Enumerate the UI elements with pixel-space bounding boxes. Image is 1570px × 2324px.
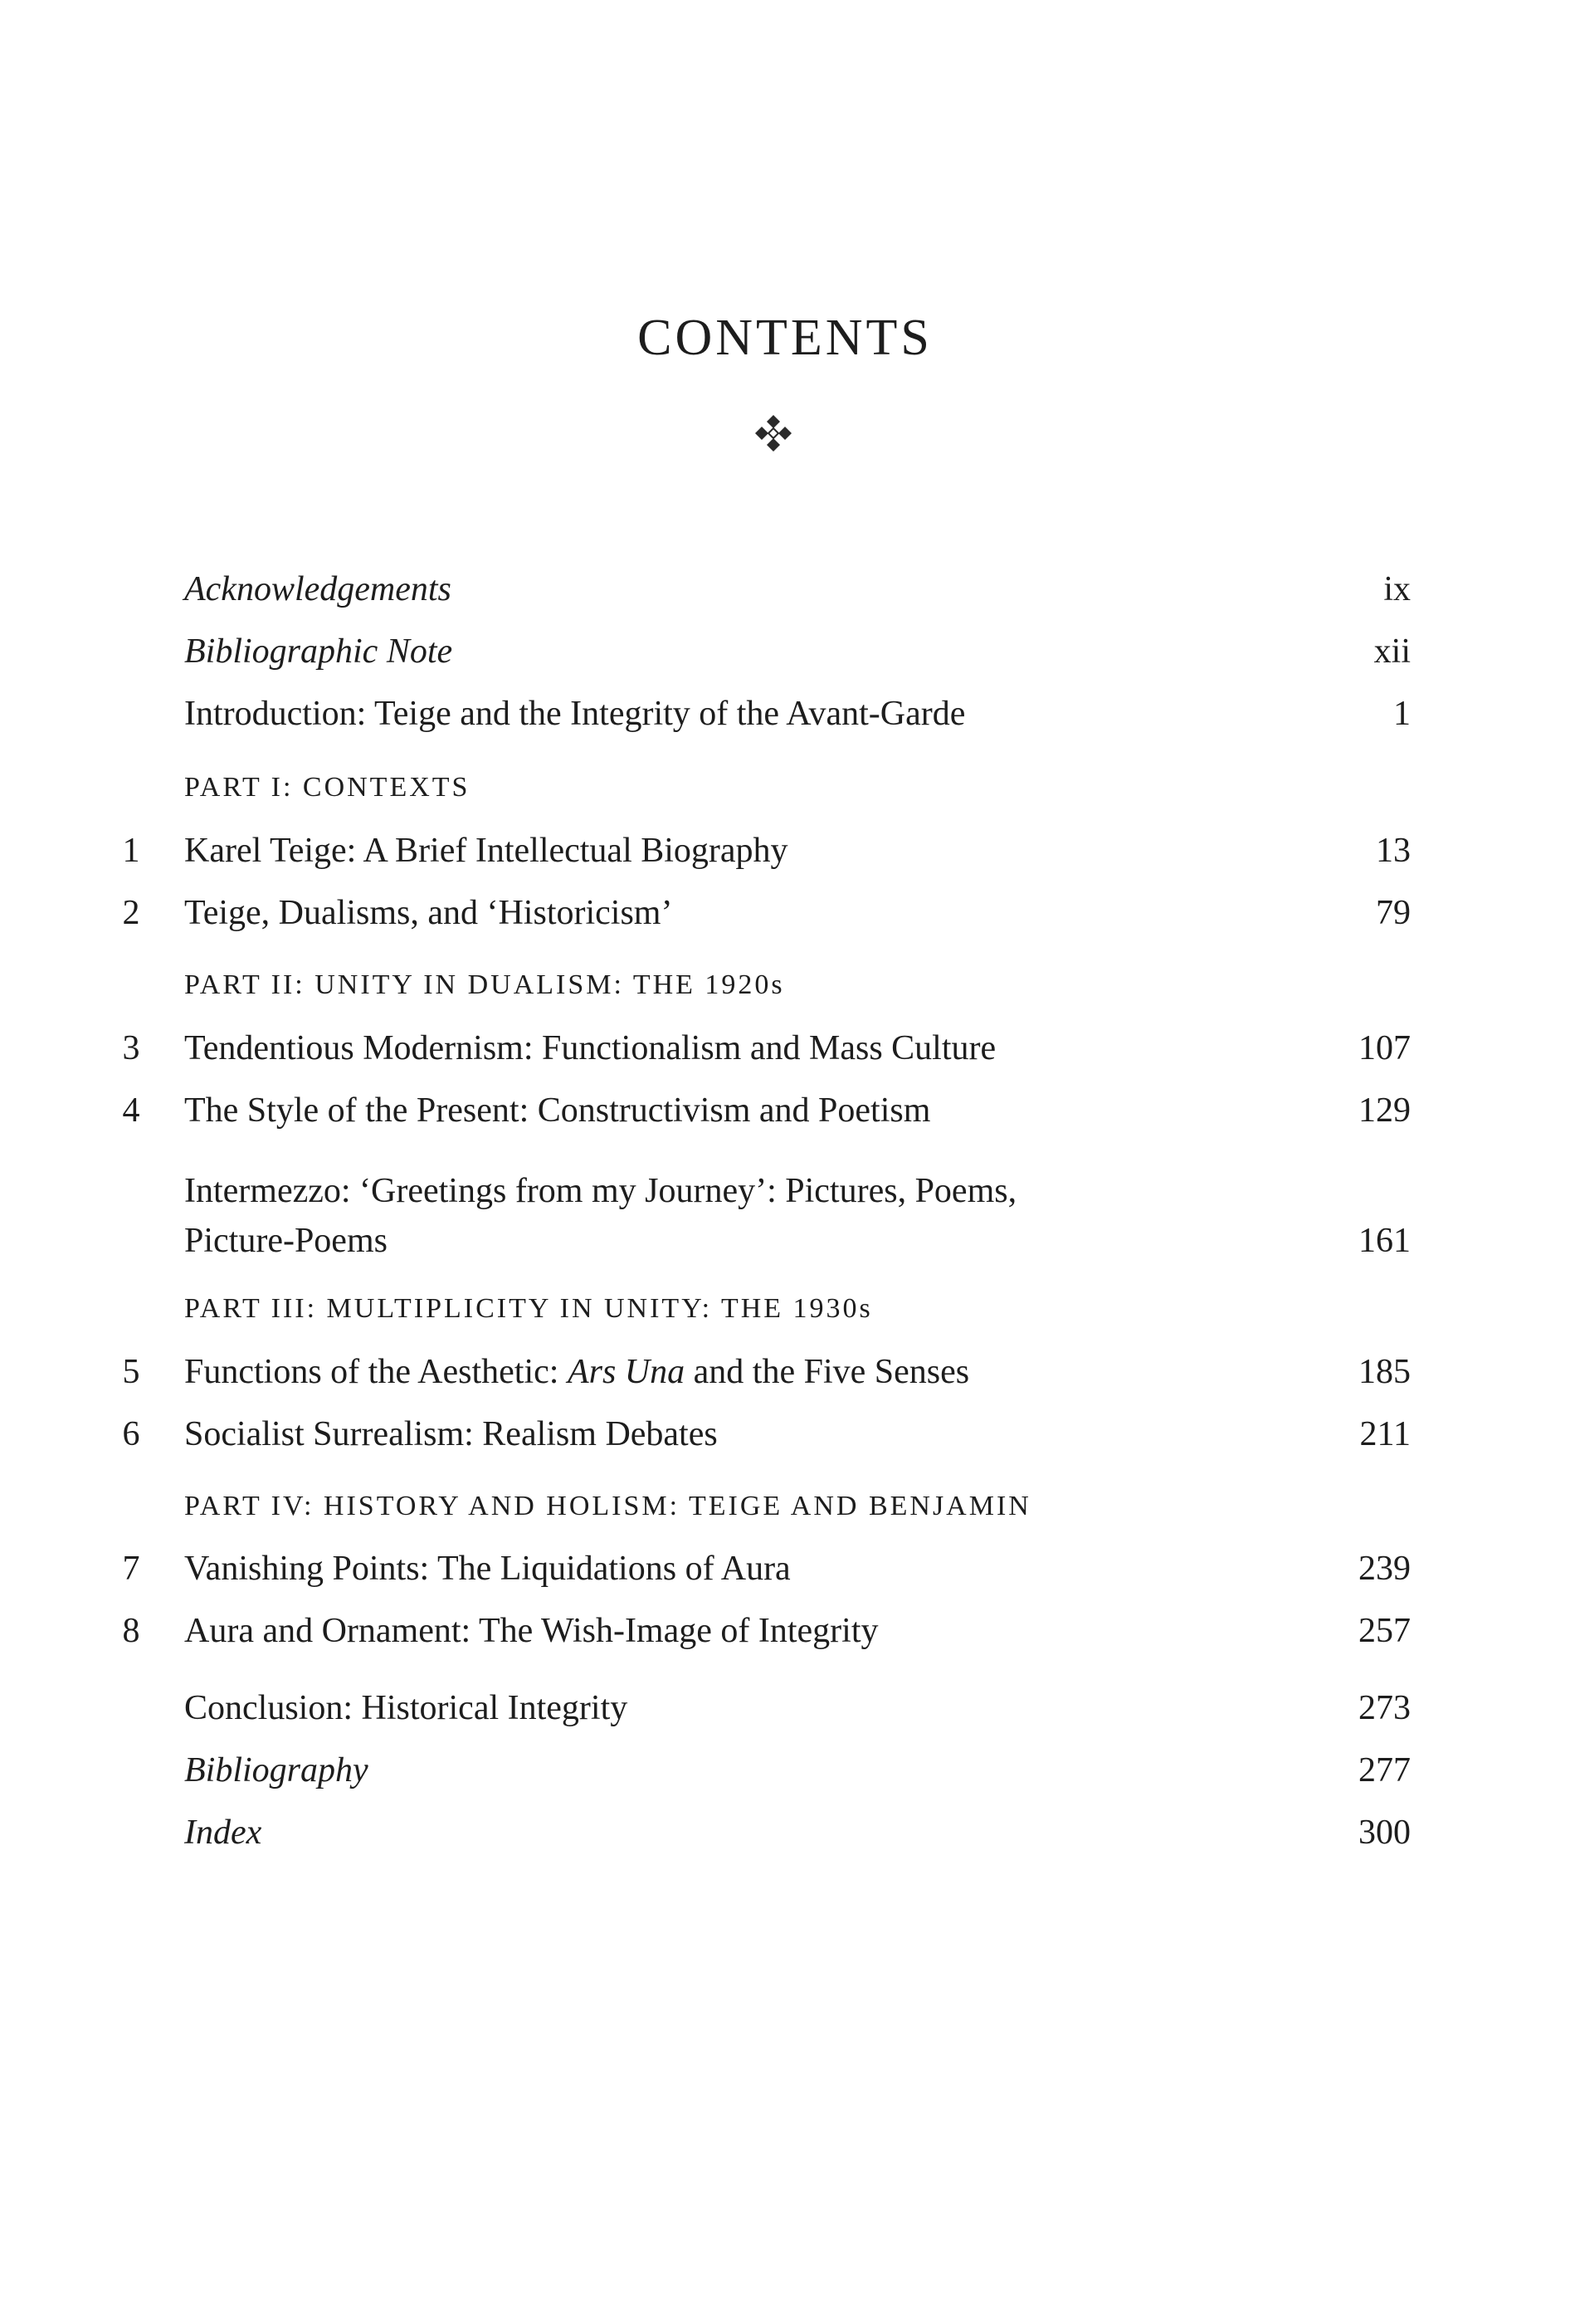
entry-title: Bibliography xyxy=(184,1751,368,1789)
entry-page: 211 xyxy=(1359,1415,1411,1453)
entry-page: ix xyxy=(1383,570,1411,608)
toc-entry-chapter-4[interactable] xyxy=(0,1086,1570,1135)
toc-entry-chapter-7[interactable] xyxy=(0,1544,1570,1594)
entry-title: Bibliographic Note xyxy=(184,632,453,671)
toc-entry-bibliographic-note[interactable] xyxy=(0,627,1570,676)
entry-title: The Style of the Present: Constructivism and Poetism xyxy=(184,1091,931,1130)
entry-title: Teige, Dualisms, and ‘Historicism’ xyxy=(184,894,673,932)
chapter-number: 2 xyxy=(122,894,140,932)
toc-entry-index[interactable] xyxy=(0,1808,1570,1858)
toc-entry-chapter-8[interactable] xyxy=(0,1606,1570,1656)
part-heading-4: PART IV: HISTORY AND HOLISM: TEIGE AND BENJAMIN xyxy=(184,1491,1031,1521)
entry-title: Vanishing Points: The Liquidations of Aura xyxy=(184,1550,791,1588)
entry-page: 107 xyxy=(1358,1029,1411,1067)
entry-title xyxy=(184,1347,969,1397)
page-title: CONTENTS xyxy=(637,310,933,366)
entry-title: Index xyxy=(184,1814,262,1852)
chapter-number: 4 xyxy=(122,1091,140,1130)
entry-page: 161 xyxy=(1358,1222,1411,1260)
toc-entry-chapter-6[interactable] xyxy=(0,1409,1570,1459)
part-heading-3: PART III: MULTIPLICITY IN UNITY: THE 1930s xyxy=(184,1293,873,1324)
part-heading-1: PART I: CONTEXTS xyxy=(184,772,471,803)
entry-title: Tendentious Modernism: Functionalism and Mass Culture xyxy=(184,1029,997,1067)
part-heading-2: PART II: UNITY IN DUALISM: THE 1920s xyxy=(184,969,785,1000)
entry-page: xii xyxy=(1373,632,1411,671)
toc-entry-intermezzo[interactable] xyxy=(0,1166,1570,1266)
toc-entry-conclusion[interactable] xyxy=(0,1683,1570,1733)
entry-title: Karel Teige: A Brief Intellectual Biography xyxy=(184,832,788,870)
entry-page: 79 xyxy=(1376,894,1411,932)
toc-entry-chapter-3[interactable] xyxy=(0,1023,1570,1073)
toc-entry-acknowledgements[interactable] xyxy=(0,564,1570,614)
entry-page: 257 xyxy=(1358,1612,1411,1650)
entry-page: 1 xyxy=(1393,695,1411,733)
toc-entry-chapter-5[interactable] xyxy=(0,1347,1570,1397)
toc-entry-bibliography[interactable] xyxy=(0,1745,1570,1795)
entry-title-line-2: Picture-Poems xyxy=(184,1222,388,1260)
entry-title-post: and the Five Senses xyxy=(685,1353,970,1391)
entry-page: 277 xyxy=(1358,1751,1411,1789)
entry-page: 239 xyxy=(1358,1550,1411,1588)
toc-entry-chapter-2[interactable] xyxy=(0,888,1570,938)
toc-entry-introduction[interactable] xyxy=(0,689,1570,739)
entry-page: 185 xyxy=(1358,1353,1411,1391)
entry-title-pre: Functions of the Aesthetic: xyxy=(184,1353,568,1391)
entry-title-line-1: Intermezzo: ‘Greetings from my Journey’: Pictures, Poems, xyxy=(184,1172,1017,1210)
entry-page: 13 xyxy=(1376,832,1411,870)
chapter-number: 3 xyxy=(122,1029,140,1067)
chapter-number: 1 xyxy=(122,832,140,870)
entry-title: Aura and Ornament: The Wish-Image of Integrity xyxy=(184,1612,879,1650)
toc-entry-chapter-1[interactable] xyxy=(0,826,1570,876)
chapter-number: 8 xyxy=(122,1612,140,1650)
chapter-number: 5 xyxy=(122,1353,140,1391)
entry-title: Acknowledgements xyxy=(184,570,451,608)
entry-title: Introduction: Teige and the Integrity of the Avant-Garde xyxy=(184,695,966,733)
entry-title: Conclusion: Historical Integrity xyxy=(184,1689,628,1727)
entry-page: 300 xyxy=(1358,1814,1411,1852)
entry-title-emphasis: Ars Una xyxy=(567,1353,685,1391)
chapter-number: 7 xyxy=(122,1550,140,1588)
entry-page: 273 xyxy=(1358,1689,1411,1727)
chapter-number: 6 xyxy=(122,1415,140,1453)
entry-page: 129 xyxy=(1358,1091,1411,1130)
entry-title xyxy=(184,1166,1017,1266)
entry-title: Socialist Surrealism: Realism Debates xyxy=(184,1415,718,1453)
